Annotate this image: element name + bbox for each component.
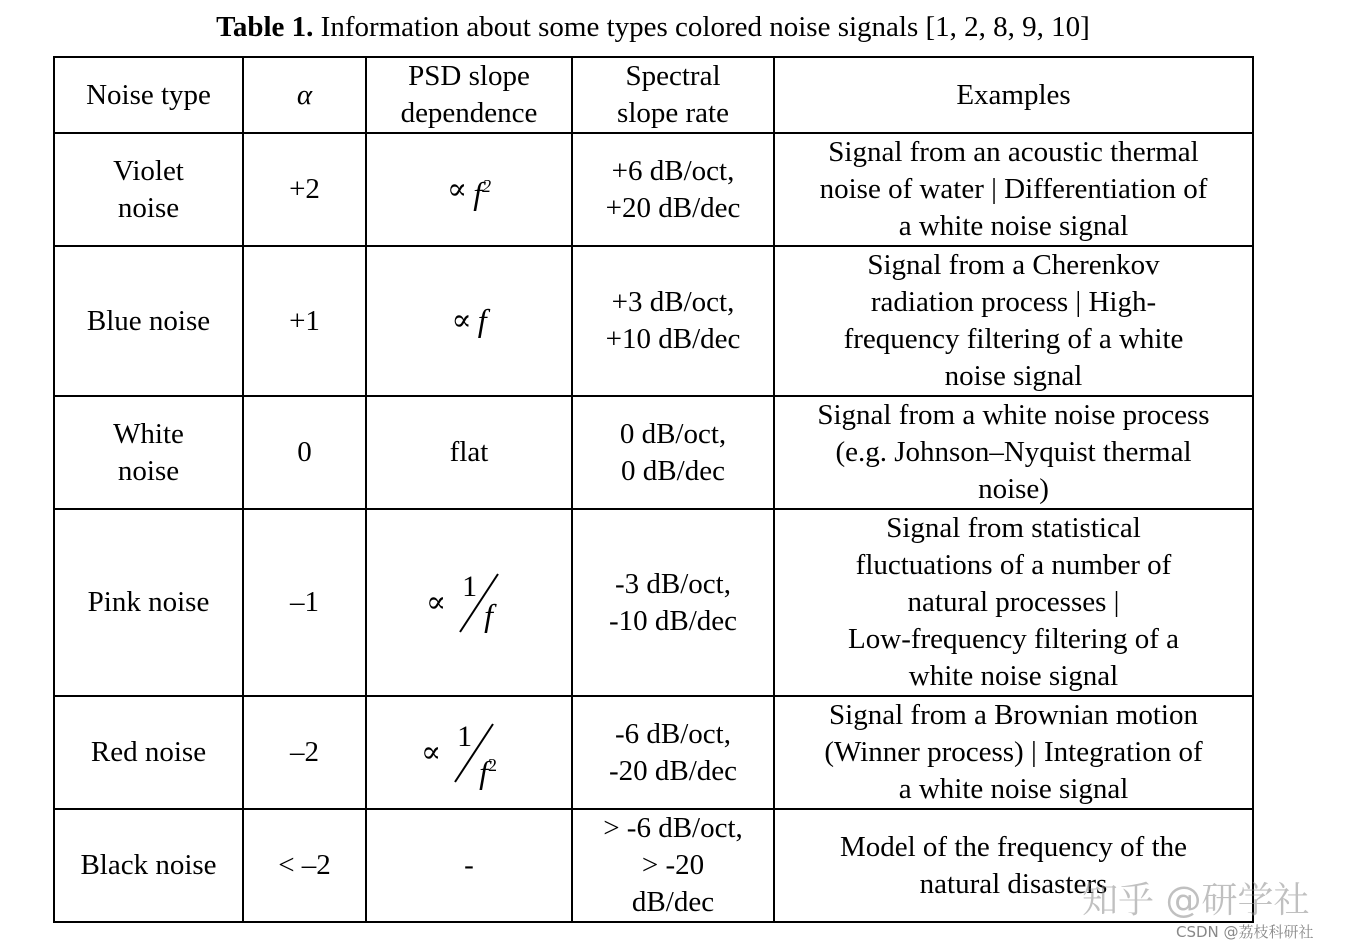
row-blue-psd: [366, 246, 572, 396]
row-pink-examples: Signal from statistical fluctuations of a number of natural processes | Low-frequency filtering of a white noise signal: [774, 509, 1253, 696]
psd-f: $f^2$: [473, 174, 492, 211]
table-caption: [0, 8, 1306, 46]
psd-exponent: 2: [482, 175, 492, 196]
psd-f: f: [477, 302, 487, 338]
fraction-denominator: $f^2$: [479, 753, 498, 790]
row-red-alpha: –2: [243, 696, 366, 809]
proportional-symbol: ∝: [425, 586, 447, 619]
table-row: [54, 696, 1253, 809]
row-violet-type: Violet noise: [54, 133, 243, 246]
header-alpha: α: [243, 57, 366, 133]
row-violet-psd: [366, 133, 572, 246]
psd-fraction: [452, 570, 512, 636]
table-row: [54, 133, 1253, 246]
psd-exponent: 2: [488, 754, 498, 775]
fraction-numerator: 1: [462, 569, 478, 603]
row-red-rate: -6 dB/oct, -20 dB/dec: [572, 696, 774, 809]
header-noise-type: Noise type: [54, 57, 243, 133]
zhihu-watermark: 知乎 @研学社: [1082, 880, 1310, 921]
table-caption-text: Information about some types colored noise signals [1, 2, 8, 9, 10]: [313, 11, 1090, 43]
row-black-type: Black noise: [54, 809, 243, 922]
header-row: [54, 57, 1253, 133]
row-pink-alpha: –1: [243, 509, 366, 696]
row-violet-alpha: +2: [243, 133, 366, 246]
table-row: [54, 246, 1253, 396]
row-blue-examples: Signal from a Cherenkov radiation process | High- frequency filtering of a white noise signal: [774, 246, 1253, 396]
row-pink-psd: [366, 509, 572, 696]
row-black-rate: > -6 dB/oct, > -20 dB/dec: [572, 809, 774, 922]
row-white-psd: flat: [366, 396, 572, 509]
fraction-slash: [452, 570, 512, 636]
noise-table: [53, 56, 1254, 923]
header-spectral-slope: Spectral slope rate: [572, 57, 774, 133]
fraction-numerator: 1: [457, 719, 473, 753]
table-row: [54, 396, 1253, 509]
row-white-alpha: 0: [243, 396, 366, 509]
row-violet-rate: +6 dB/oct, +20 dB/dec: [572, 133, 774, 246]
fraction-slash: [447, 720, 507, 786]
row-black-alpha: < –2: [243, 809, 366, 922]
row-pink-type: Pink noise: [54, 509, 243, 696]
row-black-examples: Model of the frequency of the natural disasters: [774, 809, 1253, 922]
row-blue-alpha: +1: [243, 246, 366, 396]
row-blue-rate: +3 dB/oct, +10 dB/dec: [572, 246, 774, 396]
psd-fraction: [447, 719, 517, 790]
row-red-psd: [366, 696, 572, 809]
row-white-examples: Signal from a white noise process (e.g. Johnson–Nyquist thermal noise): [774, 396, 1253, 509]
table-row: [54, 509, 1253, 696]
row-black-psd: -: [366, 809, 572, 922]
row-blue-type: Blue noise: [54, 246, 243, 396]
row-white-rate: 0 dB/oct, 0 dB/dec: [572, 396, 774, 509]
csdn-watermark: CSDN @荔枝科研社: [1176, 923, 1314, 941]
header-psd-slope: PSD slope dependence: [366, 57, 572, 133]
header-examples: Examples: [774, 57, 1253, 133]
row-white-type: White noise: [54, 396, 243, 509]
table-row: [54, 809, 1253, 922]
fraction-denominator: f: [484, 596, 494, 633]
row-violet-examples: Signal from an acoustic thermal noise of water | Differentiation of a white noise signal: [774, 133, 1253, 246]
table-caption-label: Table 1.: [216, 11, 314, 43]
proportional-symbol: ∝: [451, 304, 472, 337]
row-pink-rate: -3 dB/oct, -10 dB/dec: [572, 509, 774, 696]
row-red-type: Red noise: [54, 696, 243, 809]
row-red-examples: Signal from a Brownian motion (Winner process) | Integration of a white noise signal: [774, 696, 1253, 809]
proportional-symbol: ∝: [420, 736, 442, 769]
proportional-symbol: ∝: [446, 173, 468, 206]
